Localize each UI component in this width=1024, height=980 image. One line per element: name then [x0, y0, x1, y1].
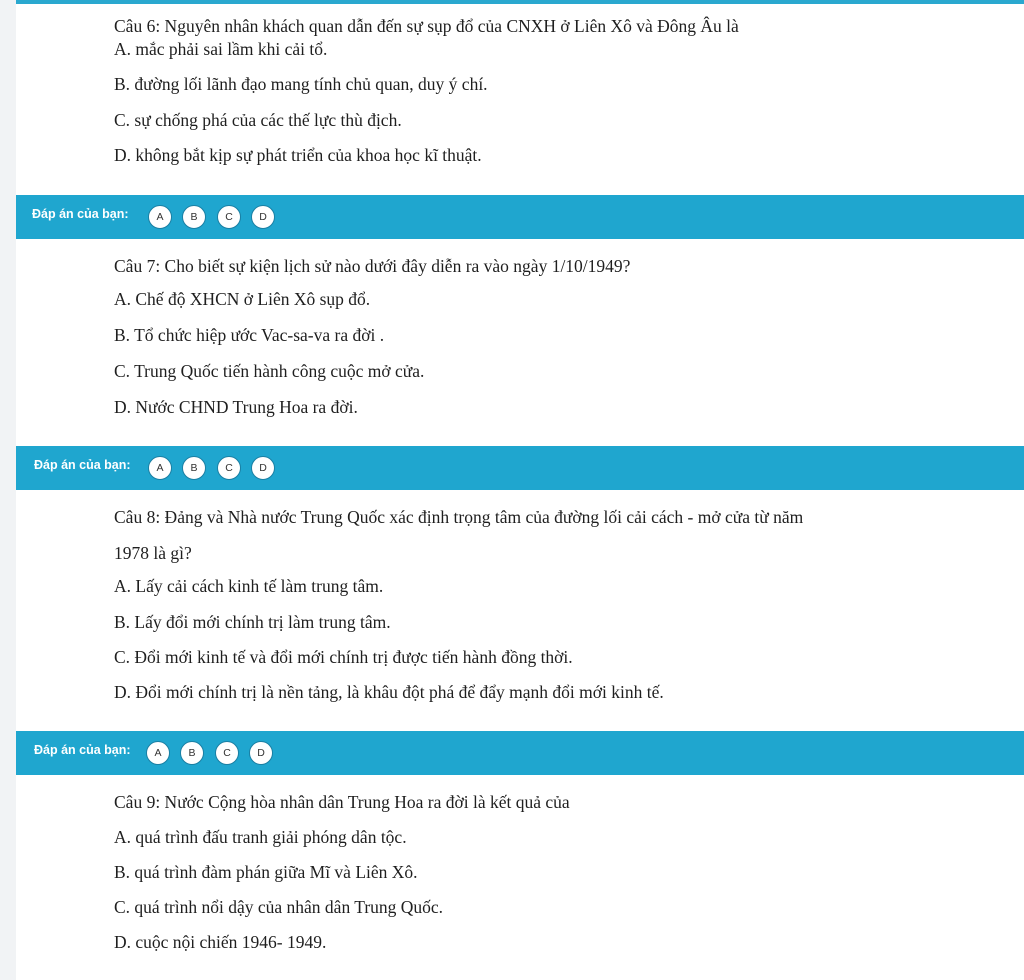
question-9-option-b: B. quá trình đàm phán giữa Mĩ và Liên Xô.	[114, 862, 418, 882]
answer-bar-8	[16, 731, 1024, 775]
question-9-option-d: D. cuộc nội chiến 1946- 1949.	[114, 932, 327, 952]
answer-label: Đáp án của bạn:	[32, 207, 129, 221]
question-8-option-c: C. Đổi mới kinh tế và đổi mới chính trị được tiến hành đồng thời.	[114, 647, 573, 667]
answer-6-option-b[interactable]: B	[182, 205, 206, 229]
answer-8-option-c[interactable]: C	[215, 741, 239, 765]
question-6-option-d: D. không bắt kịp sự phát triển của khoa học kĩ thuật.	[114, 145, 482, 165]
question-6-option-b: B. đường lối lãnh đạo mang tính chủ quan, duy ý chí.	[114, 74, 488, 94]
question-7-stem: Câu 7: Cho biết sự kiện lịch sử nào dưới đây diễn ra vào ngày 1/10/1949?	[114, 256, 631, 276]
answer-8-option-b[interactable]: B	[180, 741, 204, 765]
question-8-option-a: A. Lấy cải cách kinh tế làm trung tâm.	[114, 576, 384, 596]
answer-6-option-c[interactable]: C	[217, 205, 241, 229]
question-8-option-b: B. Lấy đổi mới chính trị làm trung tâm.	[114, 612, 391, 632]
question-9-option-c: C. quá trình nổi dậy của nhân dân Trung Quốc.	[114, 897, 444, 917]
answer-7-option-b[interactable]: B	[182, 456, 206, 480]
question-6-option-a: A. mắc phải sai lầm khi cải tổ.	[114, 39, 328, 59]
answer-7-option-c[interactable]: C	[217, 456, 241, 480]
question-8-stem: Câu 8: Đảng và Nhà nước Trung Quốc xác định trọng tâm của đường lối cải cách - mở cửa từ năm	[114, 507, 804, 527]
question-7-option-d: D. Nước CHND Trung Hoa ra đời.	[114, 397, 358, 417]
answer-8-option-d[interactable]: D	[249, 741, 273, 765]
answer-6-option-d[interactable]: D	[251, 205, 275, 229]
question-6-option-c: C. sự chống phá của các thế lực thù địch.	[114, 110, 402, 130]
answer-7-option-a[interactable]: A	[148, 456, 172, 480]
question-8-stem-cont: 1978 là gì?	[114, 543, 192, 563]
answer-7-option-d[interactable]: D	[251, 456, 275, 480]
question-8-option-d: D. Đổi mới chính trị là nền tảng, là khâu đột phá để đẩy mạnh đổi mới kinh tế.	[114, 682, 664, 702]
answer-bar-6	[16, 195, 1024, 239]
answer-8-option-a[interactable]: A	[146, 741, 170, 765]
answer-bar-7	[16, 446, 1024, 490]
answer-label: Đáp án của bạn:	[34, 743, 131, 757]
answer-6-option-a[interactable]: A	[148, 205, 172, 229]
question-6-stem: Câu 6: Nguyên nhân khách quan dẫn đến sự sụp đổ của CNXH ở Liên Xô và Đông Âu là	[114, 16, 739, 36]
question-7-option-a: A. Chế độ XHCN ở Liên Xô sụp đổ.	[114, 289, 371, 309]
question-9-stem: Câu 9: Nước Cộng hòa nhân dân Trung Hoa ra đời là kết quả của	[114, 792, 570, 812]
question-7-option-c: C. Trung Quốc tiến hành công cuộc mở cửa.	[114, 361, 425, 381]
answer-label: Đáp án của bạn:	[34, 458, 131, 472]
question-7-option-b: B. Tổ chức hiệp ước Vac-sa-va ra đời .	[114, 325, 385, 345]
question-9-option-a: A. quá trình đấu tranh giải phóng dân tộc.	[114, 827, 407, 847]
top-divider	[16, 0, 1024, 4]
